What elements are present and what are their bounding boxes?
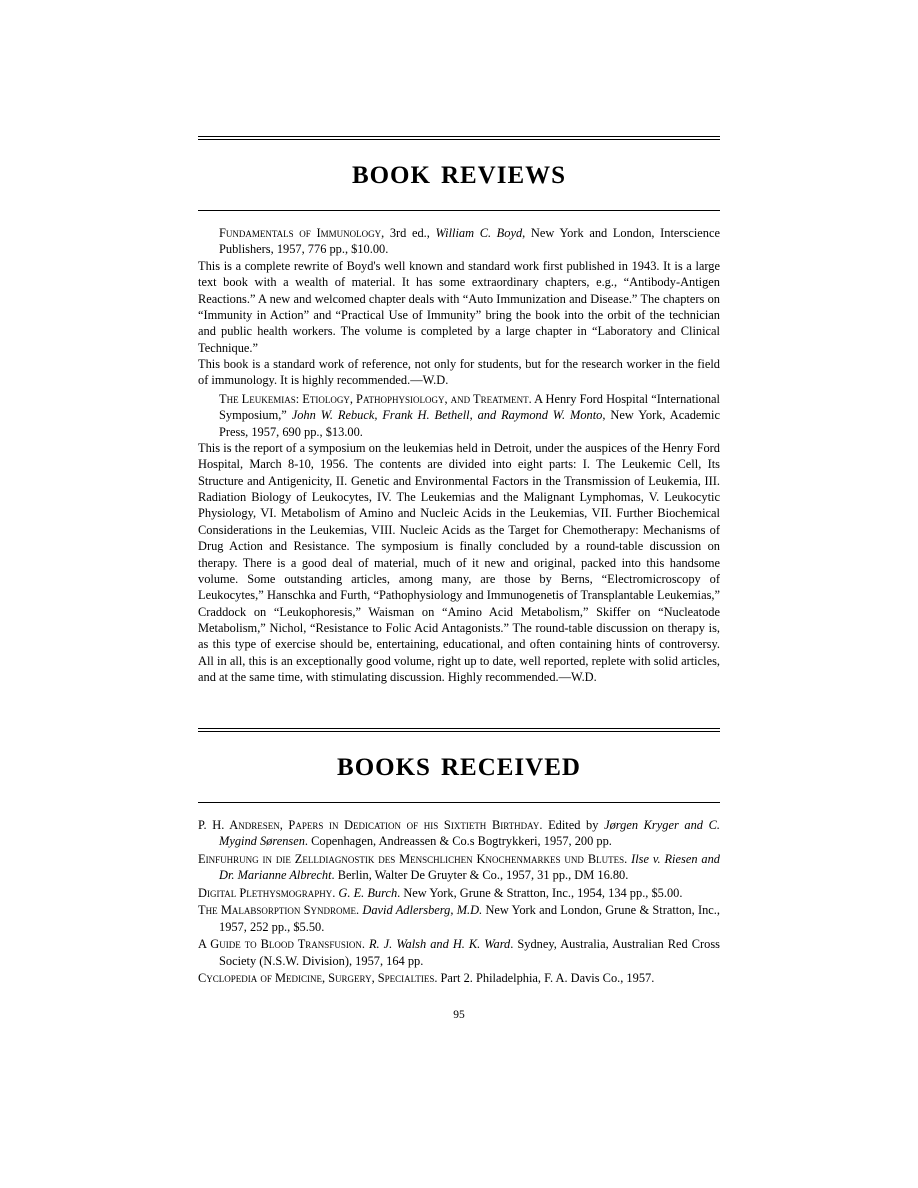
book-connector: . [624,851,632,866]
page-title-word-1: BOOKS [337,753,431,781]
book-imprint: . New York, Grune & Stratton, Inc., 1954, 134 pp., $5.00. [397,885,683,900]
list-item [198,885,720,902]
book-connector: . [356,903,363,917]
review-edition: . A Henry Ford Hospital “International Symposium,” [219,391,720,423]
top-double-rule [198,136,720,140]
books-received-underline-rule [198,802,720,803]
review-title: Fundamentals of Immunology [219,226,382,240]
book-imprint: . Berlin, Walter De Gruyter & Co., 1957, 31 pp., DM 16.80. [331,868,629,882]
list-item [198,970,720,987]
page-title-book-reviews [198,162,720,190]
book-reviews-section [198,136,720,686]
review-entry [198,225,720,389]
books-received-double-rule [198,728,720,732]
review-paragraph: This book is a standard work of reference, not only for students, but for the research worker in the field of immunology. It is highly recommended.—W.D. [198,357,720,388]
review-heading [198,391,720,440]
document-page [198,136,720,1021]
review-heading [198,225,720,258]
book-author: G. E. Burch [338,885,398,900]
review-entry [198,391,720,686]
list-item [198,817,720,850]
list-item [198,851,720,884]
book-author: Ilse v. Riesen and Dr. Marianne Albrecht [219,851,721,882]
book-connector: . Edited by [539,817,605,832]
books-received-section [198,728,720,987]
reviews-body [198,225,720,686]
book-imprint: . Sydney, Australia, Australian Red Cross Society (N.S.W. Division), 1957, 164 pp. [219,937,720,968]
book-title: Digital Plethysmography [198,885,333,900]
book-author: R. J. Walsh and H. K. Ward [368,937,511,951]
list-item [198,936,720,969]
review-publisher: , New York and London, Interscience Publishers, 1957, 776 pp., $10.00. [219,226,720,257]
review-publisher: , New York, Academic Press, 1957, 690 pp., $13.00. [219,408,720,439]
page-title-books-received [198,754,720,782]
review-paragraph: This is a complete rewrite of Boyd's well known and standard work first published in 1943. It is a large text book with a wealth of material. It has some extraordinary chapters, e.g., “Antibody-Antigen Reactions.” A new and welcomed chapter deals with “Auto Immunization and Disease.” The chapters on “Immunity in Action” and “Practical Use of Immunity” bring the book into the orbit of the technician and public health workers. The volume is completed by a large chapter in “Laboratory and Clinical Technique.” [198,258,720,355]
book-imprint: . Copenhagen, Andreassen & Co.s Bogtrykkeri, 1957, 200 pp. [304,834,612,848]
review-paragraph: This is the report of a symposium on the leukemias held in Detroit, under the auspices of the Henry Ford Hospital, March 8-10, 1956. The contents are divided into eight parts: I. The Leukemic Cell, Its Structure and Antigenicity, II. Genetic and Environmental Factors in the Transmission of Leukemia, III. Radiation Biology of Leukocytes, IV. The Leukemias and the Malignant Lymphomas, V. Leukocytic Physiology, VI. Metabolism of Amino and Nucleic Acids in the Leukemias, VII. Further Biochemical Considerations in the Leukemias, VIII. Nucleic Acids as the Target for Chemotherapy: Mechanisms of Drug Action and Resistance. The symposium is finally concluded by a round-table discussion on therapy. There is a good deal of material, much of it new and original, packed into this handsome volume. Some outstanding articles, among many, are those by Berns, “Electromicroscopy of Leukocytes,” Hanschka and Furth, “Pathophysiology and Immunogenetis of Transplantable Leukemias,” Craddock on “Leukophoresis,” Waisman on “Amino Acid Metabolism,” Skiffer on “Nucleatode Metabolism,” Nichol, “Resistance to Folic Acid Antagonists.” The round-table discussion on therapy is, as this type of exercise should be, entertaining, educational, and often containing hints of controversy. All in all, this is an exceptionally good volume, right up to date, well reported, replete with solid articles, and at the same time, with stimulating discussion. Highly recommended.—W.D. [198,440,720,685]
review-title: The Leukemias: Etiology, Pathophysiology, and Treatment [219,391,529,406]
book-connector: . [361,937,369,951]
review-author: John W. Rebuck, Frank H. Bethell, and Raymond W. Monto [291,408,603,423]
book-title: P. H. Andresen, Papers in Dedication of his Sixtieth Birthday [198,817,540,832]
page-number: 95 [453,1008,465,1021]
page-title-word-1: BOOK [351,162,431,189]
book-title: The Malabsorption Syndrome [198,903,357,917]
book-title: Einfuhrung in die Zelldiagnostik des Menschlichen Knochenmarkes und Blutes [198,851,625,866]
book-title: Cyclopedia of Medicine, Surgery, Specialties [198,971,435,985]
page-title-word-2: RECEIVED [440,753,581,781]
page-title-word-2: REVIEWS [440,162,567,189]
review-edition: , 3rd ed., [381,226,436,240]
book-editor: Jørgen Kryger and C. Mygind Sørensen [219,817,720,848]
review-author: William C. Boyd [435,226,523,240]
book-imprint: New York and London, Grune & Stratton, Inc., 1957, 252 pp., $5.50. [219,903,720,934]
title-underline-rule [198,210,720,211]
book-title: A Guide to Blood Transfusion [198,937,362,951]
books-received-list [198,817,720,987]
book-imprint: Part 2. Philadelphia, F. A. Davis Co., 1957. [440,971,655,985]
book-author: David Adlersberg, M.D. [362,903,483,917]
book-connector: . [434,971,441,985]
book-connector: . [332,885,339,900]
list-item [198,902,720,935]
